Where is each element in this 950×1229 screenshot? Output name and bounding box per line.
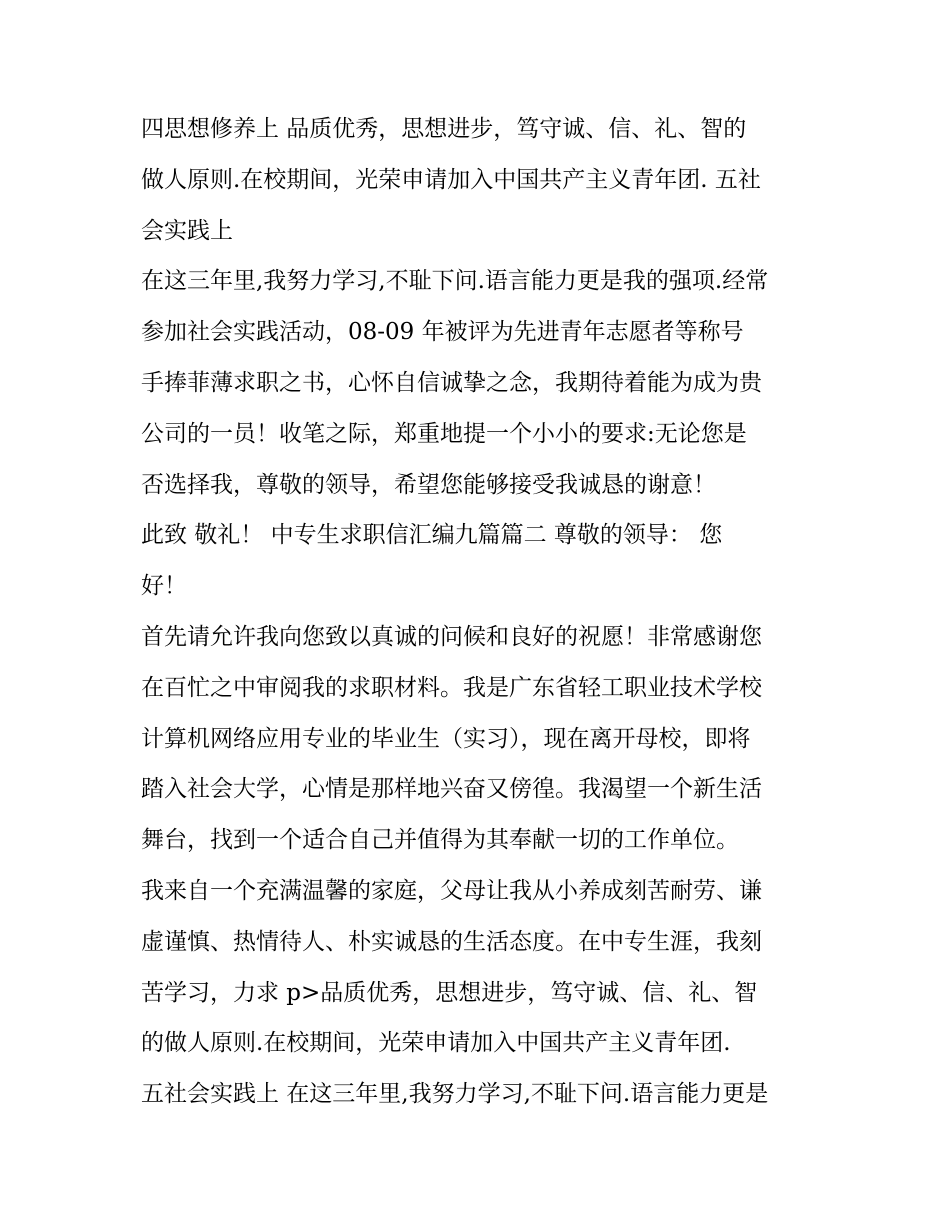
text-line-17: 虚谨慎、热情待人、朴实诚恳的生活态度。在中专生涯，我刻: [141, 928, 762, 955]
text-line-7: 公司的一员！收笔之际，郑重地提一个小小的要求:无论您是: [141, 420, 747, 447]
text-line-14: 踏入社会大学，心情是那样地兴奋又傍徨。我渴望一个新生活: [141, 776, 762, 803]
text-line-15: 舞台，找到一个适合自己并值得为其奉献一切的工作单位。: [141, 827, 739, 854]
document-body: [141, 104, 821, 1120]
text-line-4: 在这三年里,我努力学习,不耻下问.语言能力更是我的强项.经常: [141, 268, 769, 295]
text-line-8: 否选择我，尊敬的领导，希望您能够接受我诚恳的谢意！: [141, 471, 716, 498]
text-line-3: 会实践上: [141, 217, 233, 244]
text-line-13: 计算机网络应用专业的毕业生（实习），现在离开母校，即将: [141, 725, 751, 752]
text-line-11: 首先请允许我向您致以真诚的问候和良好的祝愿！非常感谢您: [141, 623, 762, 650]
text-line-5: 参加社会实践活动，08-09 年被评为先进青年志愿者等称号: [141, 319, 744, 346]
text-line-2: 做人原则.在校期间，光荣申请加入中国共产主义青年团. 五社: [141, 166, 761, 193]
text-line-12: 在百忙之中审阅我的求职材料。我是广东省轻工职业技术学校: [141, 674, 762, 701]
text-line-9: 此致 敬礼！ 中专生求职信汇编九篇篇二 尊敬的领导： 您: [141, 522, 723, 549]
text-line-19: 的做人原则.在校期间，光荣申请加入中国共产主义青年团.: [141, 1030, 731, 1057]
text-line-20: 五社会实践上 在这三年里,我努力学习,不耻下问.语言能力更是: [141, 1081, 769, 1108]
text-line-10: 好！: [141, 573, 187, 600]
text-line-1: 四思想修养上 品质优秀，思想进步，笃守诚、信、礼、智的: [141, 116, 747, 142]
text-line-6: 手捧菲薄求职之书，心怀自信诚挚之念，我期待着能为成为贵: [141, 369, 762, 396]
text-line-16: 我来自一个充满温馨的家庭，父母让我从小养成刻苦耐劳、谦: [141, 877, 762, 904]
text-line-18: 苦学习，力求 p>品质优秀，思想进步，笃守诚、信、礼、智: [141, 979, 758, 1006]
